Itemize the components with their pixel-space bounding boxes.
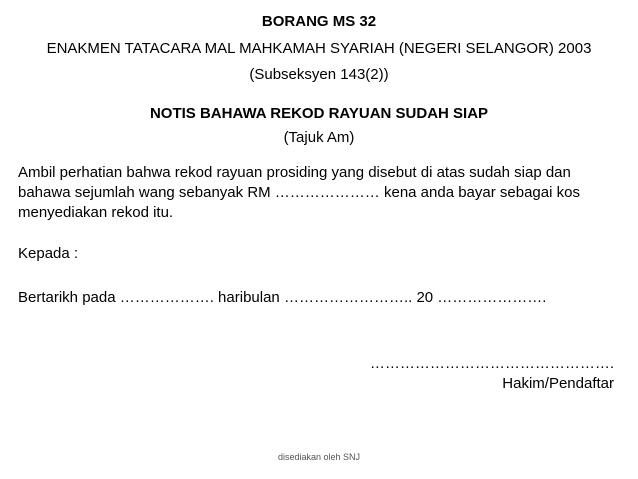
subsection-ref: (Subseksyen 143(2))	[249, 66, 389, 83]
enactment-title: ENAKMEN TATACARA MAL MAHKAMAH SYARIAH (NEGERI SELANGOR) 2003	[46, 40, 592, 57]
date-line: Bertarikh pada ………………. haribulan …………………….. 20 ………………….	[18, 289, 547, 306]
footer-credit: disediakan oleh SNJ	[277, 452, 361, 462]
notice-subtitle: (Tajuk Am)	[283, 129, 355, 146]
notice-paragraph: Ambil perhatian bahwa rekod rayuan prosiding yang disebut di atas sudah siap dan bahawa sejumlah wang sebanyak RM ………………… kena anda bayar sebagai kos menyediakan rekod itu.	[18, 164, 580, 221]
signature-line: ………………………………………….	[369, 355, 614, 372]
signature-label: Hakim/Pendaftar	[502, 375, 614, 392]
form-title: BORANG MS 32	[261, 13, 377, 30]
notice-title: NOTIS BAHAWA REKOD RAYUAN SUDAH SIAP	[149, 105, 489, 122]
recipient-label: Kepada :	[18, 245, 79, 262]
